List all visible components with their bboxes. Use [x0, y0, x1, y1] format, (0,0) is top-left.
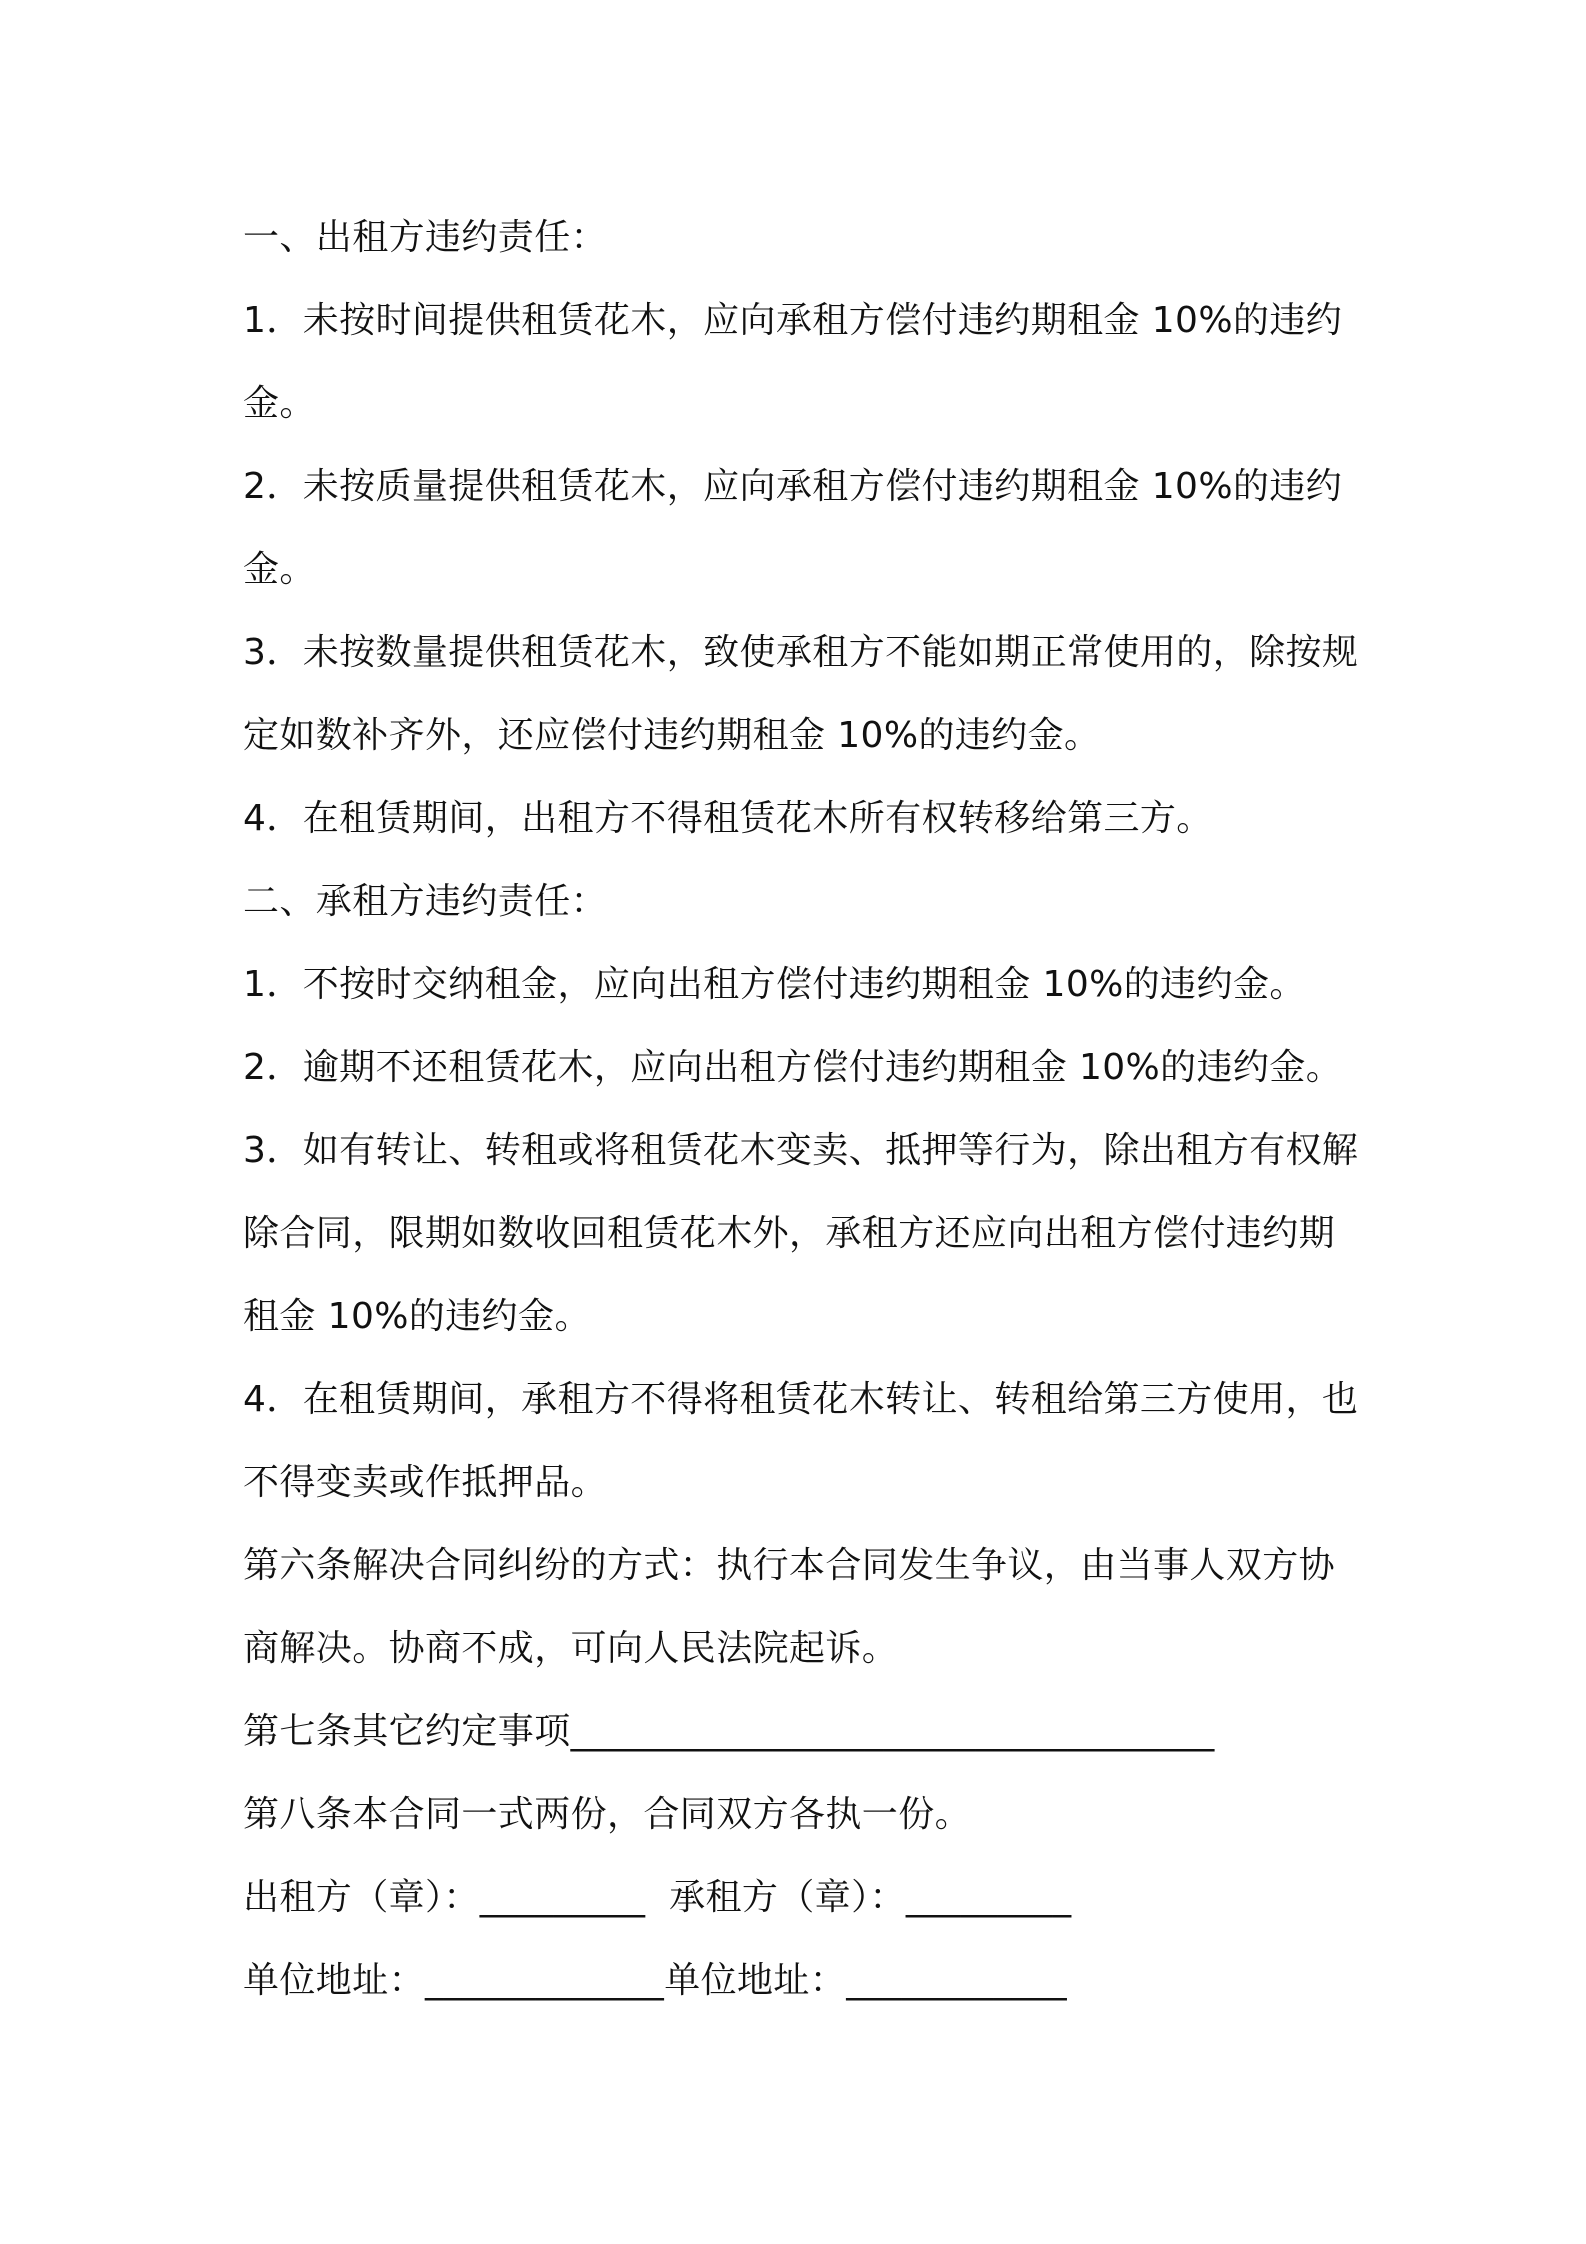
article-seven-other-terms: 第七条其它约定事项___________________________________	[243, 1711, 1215, 1752]
article-eight-copies: 第八条本合同一式两份，合同双方各执一份。	[243, 1794, 972, 1835]
clause-lessee-3: 3．如有转让、转租或将租赁花木变卖、抵押等行为，除出租方有权解除合同，限期如数收回租赁花木外，承租方还应向出租方偿付违约期租金 10%的违约金。	[243, 1130, 1359, 1337]
document-page	[243, 196, 1363, 2022]
clause-lessee-1: 1．不按时交纳租金，应向出租方偿付违约期租金 10%的违约金。	[243, 964, 1306, 1005]
signature-line-addresses: 单位地址：_____________单位地址：____________	[243, 1960, 1067, 2001]
clause-lessor-2: 2．未按质量提供租赁花木，应向承租方偿付违约期租金 10%的违约金。	[243, 466, 1343, 590]
clause-lessee-4: 4．在租赁期间，承租方不得将租赁花木转让、转租给第三方使用，也不得变卖或作抵押品。	[243, 1379, 1359, 1503]
clause-lessor-3: 3．未按数量提供租赁花木，致使承租方不能如期正常使用的，除按规定如数补齐外，还应偿付违约期租金 10%的违约金。	[243, 632, 1359, 756]
signature-line-seals: 出租方（章）：_________ 承租方（章）：_________	[243, 1877, 1072, 1918]
section-heading-lessee-liability: 二、承租方违约责任：	[243, 881, 608, 922]
clause-lessee-2: 2．逾期不还租赁花木，应向出租方偿付违约期租金 10%的违约金。	[243, 1047, 1343, 1088]
clause-lessor-1: 1．未按时间提供租赁花木，应向承租方偿付违约期租金 10%的违约金。	[243, 300, 1343, 424]
clause-lessor-4: 4．在租赁期间，出租方不得租赁花木所有权转移给第三方。	[243, 798, 1213, 839]
article-six-dispute-resolution: 第六条解决合同纠纷的方式：执行本合同发生争议，由当事人双方协商解决。协商不成，可向人民法院起诉。	[243, 1545, 1336, 1669]
section-heading-lessor-liability: 一、出租方违约责任：	[243, 217, 608, 258]
